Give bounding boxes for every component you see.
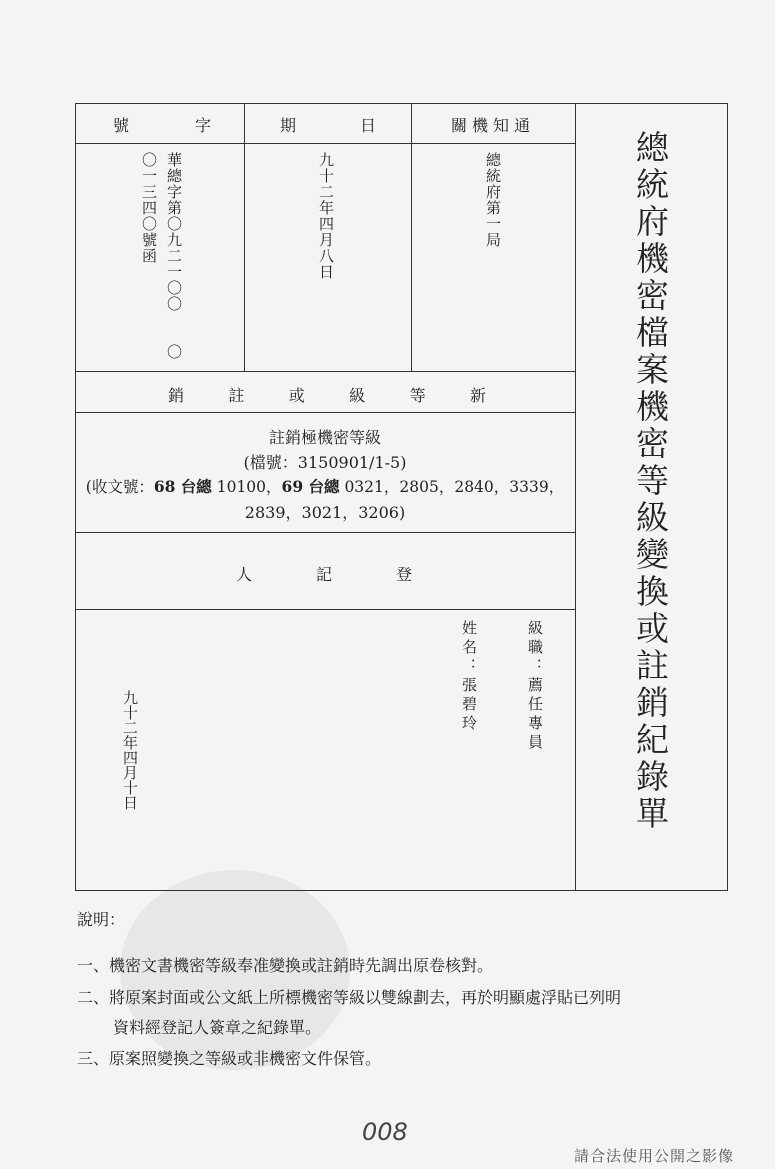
note-item-1: 一、機密文書機密等級奉准變換或註銷時先調出原卷核對。 [77, 956, 494, 975]
registrar-date: 九十二年四月十日 [121, 690, 139, 810]
doc-number-col2: 〇一三四〇號函 [140, 152, 158, 264]
doc-date: 九十二年四月八日 [317, 152, 335, 280]
doc-number-col1: 華總字第〇九二一〇〇 [165, 152, 183, 312]
header-number: 號 字 [113, 116, 211, 135]
header-date: 期 日 [280, 116, 376, 135]
note-item-2-cont: 資料經登記人簽章之紀錄單。 [113, 1018, 322, 1037]
notified-agency: 總統府第一局 [484, 152, 502, 248]
doc-number-last: 〇 [165, 344, 183, 360]
new-level-line3: (收文號：68 台總 10100，69 台總 0321，2805，2840，3339， [85, 477, 565, 496]
usage-watermark: 請合法使用公開之影像 [574, 1147, 735, 1165]
registrar-rank: 級職：薦任專員 [526, 620, 544, 753]
new-level-line4: 2839，3021，3206) [244, 503, 406, 522]
form-title: 總統府機密檔案機密等級變換或註銷紀錄單 [631, 130, 670, 833]
note-item-3: 三、原案照變換之等級或非機密文件保管。 [77, 1049, 382, 1068]
notes-heading: 說明： [77, 910, 126, 929]
registrar-name: 姓名：張碧玲 [460, 620, 478, 734]
new-level-line1: 註銷極機密等級 [268, 428, 381, 447]
section-header-registrar: 人 記 登 [236, 565, 412, 584]
new-level-line2: (檔號：3150901/1-5) [243, 453, 407, 472]
section-header-new-level: 銷 註 或 級 等 新 [168, 386, 486, 405]
page-number: 008 [362, 1118, 408, 1146]
header-agency: 關機知通 [450, 116, 535, 135]
note-item-2: 二、將原案封面或公文紙上所標機密等級以雙線劃去，再於明顯處浮貼已列明 [77, 988, 622, 1007]
